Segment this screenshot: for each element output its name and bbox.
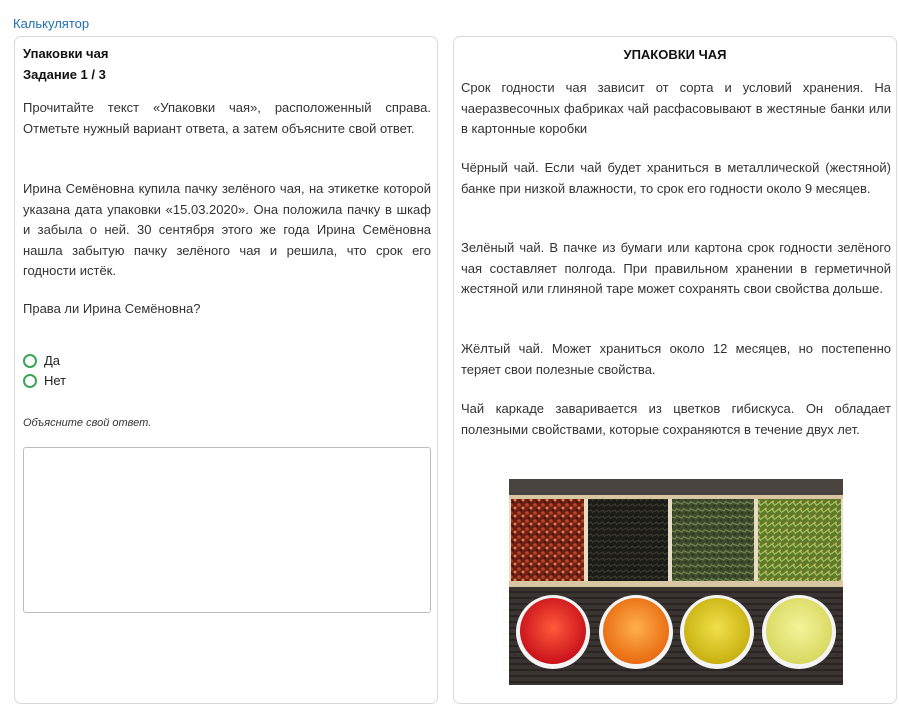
calculator-link[interactable]: Калькулятор xyxy=(13,16,90,31)
text-title: УПАКОВКИ ЧАЯ xyxy=(623,47,727,62)
task-title: Упаковки чая xyxy=(23,46,109,61)
task-number: Задание 1 / 3 xyxy=(23,67,106,82)
text-paragraph-green-tea: Зелёный чай. В пачке из бумаги или картона срок годности зелёного чая составляет полгода. При правильном хранении в герметичной жестяной или глиняной таре может сохранять свои свойства дольше. xyxy=(461,240,891,296)
option-label-yes: Да xyxy=(44,353,61,368)
radio-no[interactable] xyxy=(23,374,37,388)
answer-option-no[interactable] xyxy=(23,373,66,388)
option-label-no: Нет xyxy=(44,373,67,388)
tea-image xyxy=(509,479,843,685)
text-panel xyxy=(453,36,897,704)
task-question: Права ли Ирина Семёновна? xyxy=(23,301,201,316)
task-panel xyxy=(14,36,438,704)
task-instruction: Прочитайте текст «Упаковки чая», расположенный справа. Отметьте нужный вариант ответа, а затем объясните свой ответ. xyxy=(23,100,431,136)
answer-textarea[interactable] xyxy=(23,447,431,613)
text-paragraph-yellow-tea: Жёлтый чай. Может храниться около 12 месяцев, но постепенно теряет свои полезные свойства. xyxy=(461,341,891,377)
text-paragraph-black-tea: Чёрный чай. Если чай будет храниться в металлической (жестяной) банке при низкой влажности, то срок его годности около 9 месяцев. xyxy=(461,160,891,196)
text-paragraph-karkade: Чай каркаде заваривается из цветков гибискуса. Он обладает полезными свойствами, которые сохраняются в течение двух лет. xyxy=(461,401,891,437)
explain-label: Объясните свой ответ. xyxy=(23,417,152,429)
answer-option-yes[interactable] xyxy=(23,353,60,368)
radio-yes[interactable] xyxy=(23,354,37,368)
text-paragraph-intro: Срок годности чая зависит от сорта и условий хранения. На чаеразвесочных фабриках чай расфасовывают в жестяные банки или в картонные коробки xyxy=(461,80,891,136)
task-story: Ирина Семёновна купила пачку зелёного чая, на этикетке которой указана дата упаковки «15.03.2020». Она положила пачку в шкаф и забыла о ней. 30 сентября этого же года Ирина Семёновна нашла забытую пачку зелёного чая и решила, что срок его годности истёк. xyxy=(23,181,431,278)
